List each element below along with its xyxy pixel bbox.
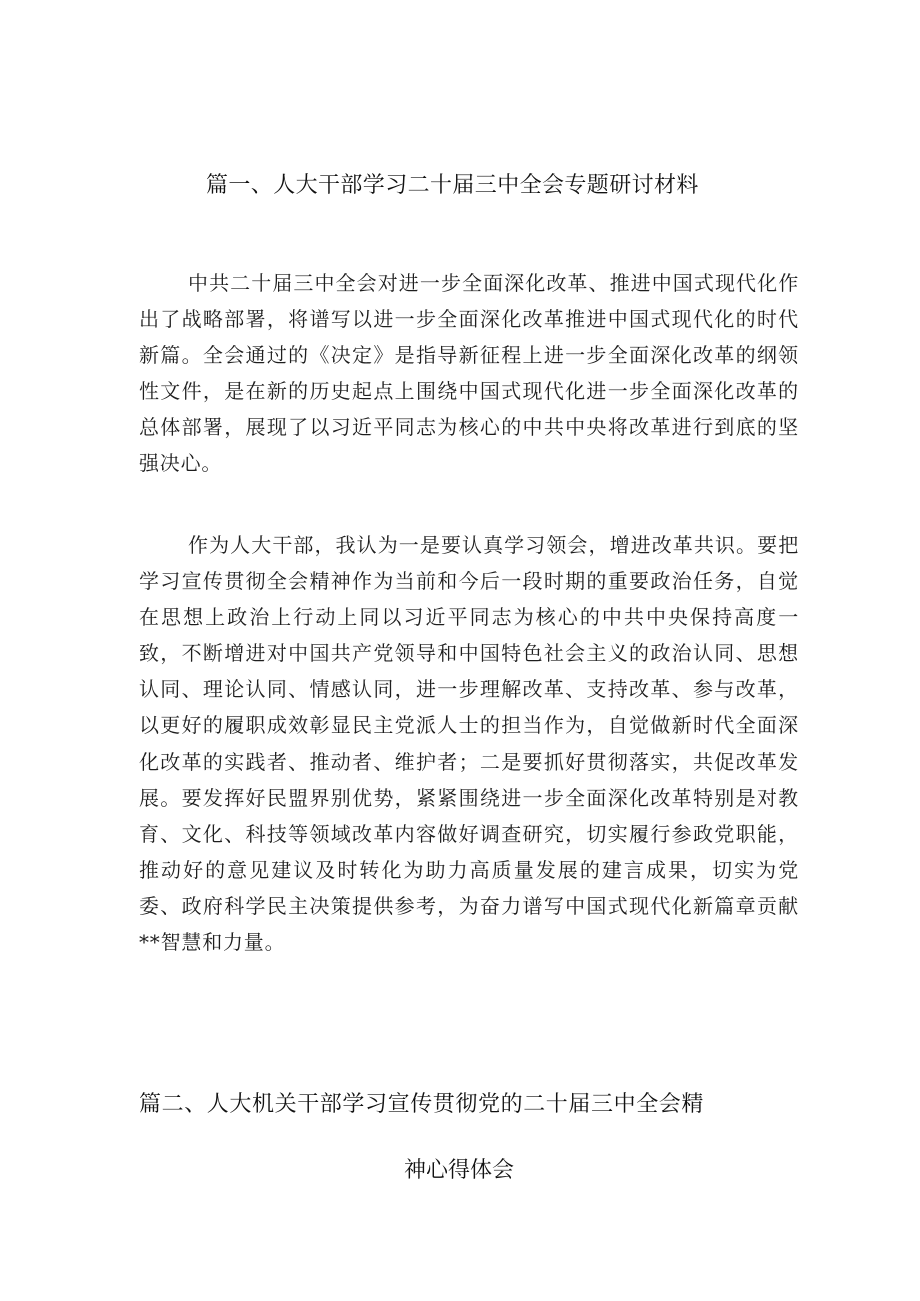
section2-title-line2: 神心得体会 [404, 1158, 515, 1183]
section1-title: 篇一、人大干部学习二十届三中全会专题研讨材料 [206, 173, 699, 198]
section1-paragraph-1: 中共二十届三中全会对进一步全面深化改革、推进中国式现代化作出了战略部署，将谱写以进一步全面深化改革推进中国式现代化的时代新篇。全会通过的《决定》是指导新征程上进一步全面深化改革的纲领性文件，是在新的历史起点上围绕中国式现代化进一步全面深化改革的总体部署，展现了以习近平同志为核心的中共中央将改革进行到底的坚强决心。 [139, 271, 799, 476]
section2-title-line1: 篇二、人大机关干部学习宣传贯彻党的二十届三中全会精 [139, 1092, 705, 1117]
section1-paragraph-2: 作为人大干部，我认为一是要认真学习领会，增进改革共识。要把学习宣传贯彻全会精神作为当前和今后一段时期的重要政治任务，自觉在思想上政治上行动上同以习近平同志为核心的中共中央保持高度一致，不断增进对中国共产党领导和中国特色社会主义的政治认同、思想认同、理论认同、情感认同，进一步理解改革、支持改革、参与改革，以更好的履职成效彰显民主党派人士的担当作为，自觉做新时代全面深化改革的实践者、推动者、维护者；二是要抓好贯彻落实，共促改革发展。要发挥好民盟界别优势，紧紧围绕进一步全面深化改革特别是对教育、文化、科技等领域改革内容做好调查研究，切实履行参政党职能，推动好的意见建议及时转化为助力高质量发展的建言成果，切实为党委、政府科学民主决策提供参考，为奋力谱写中国式现代化新篇章贡献**智慧和力量。 [139, 533, 799, 955]
